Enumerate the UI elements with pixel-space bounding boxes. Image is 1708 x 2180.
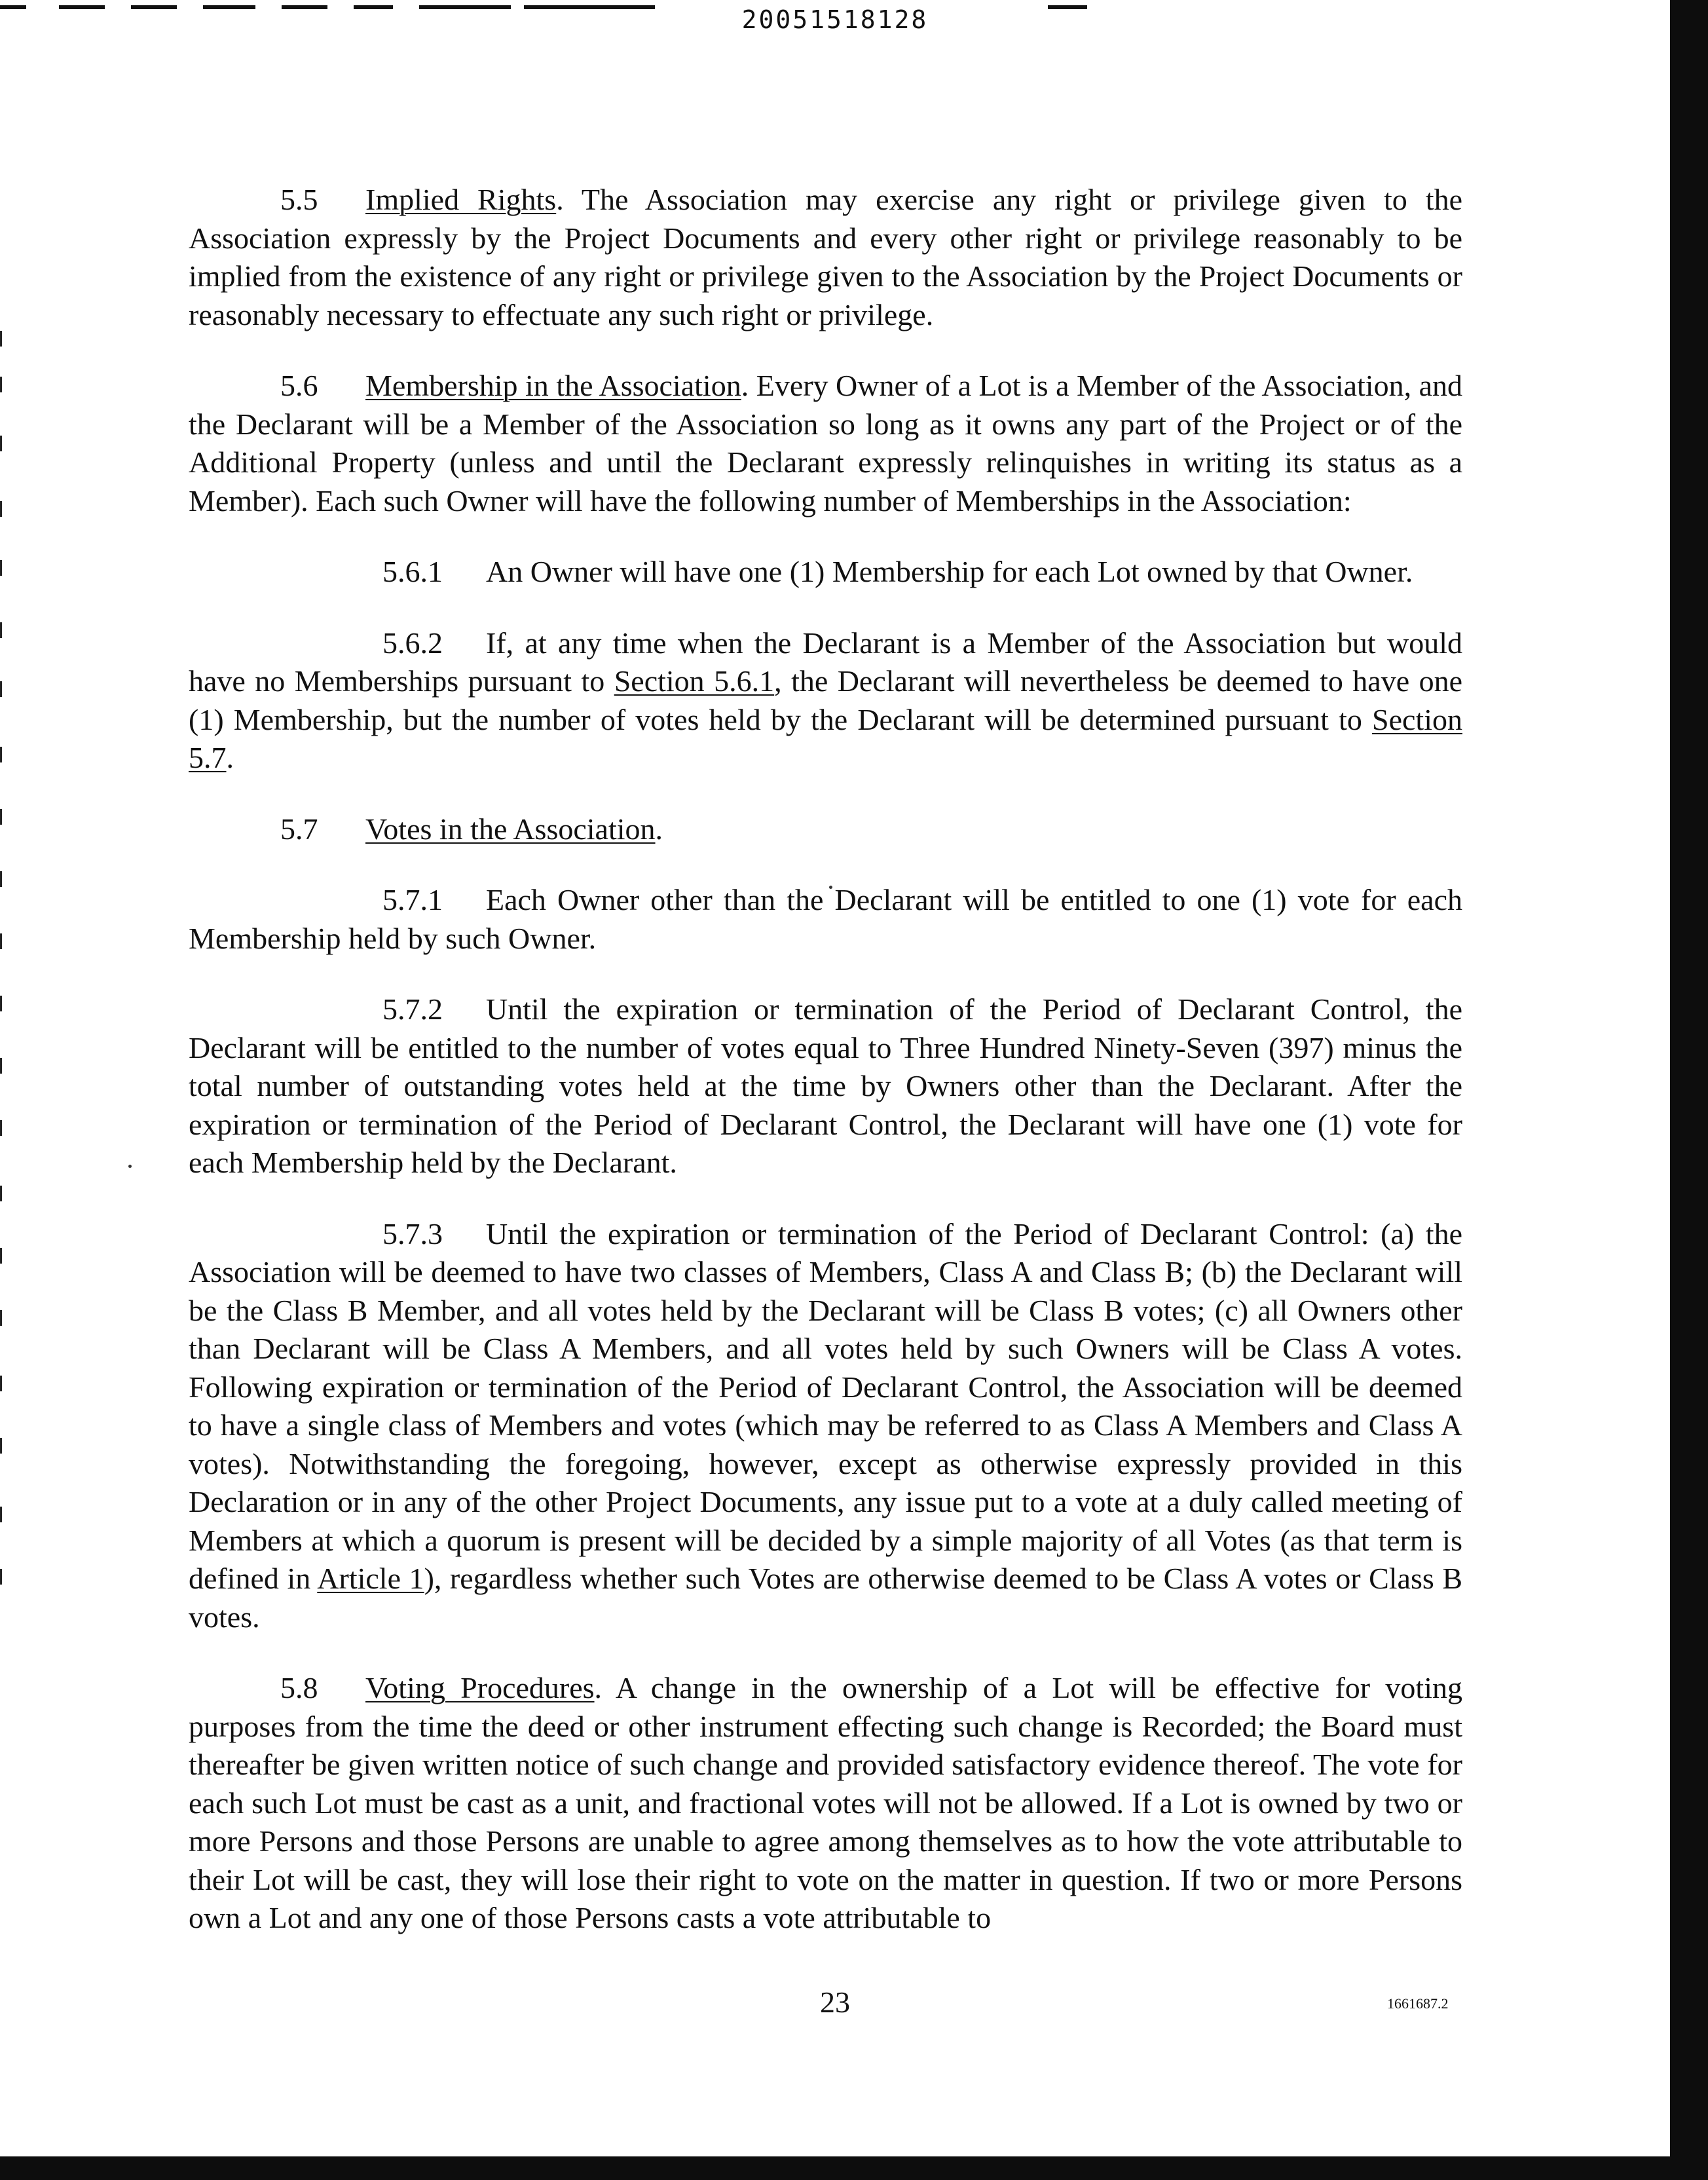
section-text: . Every Owner of a Lot is a Member of the Association, and the Declarant will be a Member of the Association so long as it owns any part of the Project or of the Additional Property (unless and until the Declarant expressly relinquishes in writing its status as a Member). Each such Owner will have the following number of Memberships in the Association: [189, 369, 1463, 517]
scan-speck [128, 1165, 132, 1168]
section-text: , the Declarant will nevertheless be deemed to have one (1) Membership, but the number of votes held by the Declarant will be determined pursuant to [189, 664, 1463, 736]
section-number: 5.7.3 [382, 1216, 443, 1250]
scan-artifact-left-tick [0, 871, 2, 887]
section-number: 5.8 [280, 1671, 318, 1704]
scan-artifact-left-tick [0, 747, 2, 762]
section-number: 5.6 [280, 369, 318, 402]
section-number: 5.6.1 [382, 555, 443, 588]
cross-reference: Article 1 [317, 1562, 424, 1595]
section-text: Until the expiration or termination of the Period of Declarant Control: (a) the Association will be deemed to have two classes of Members, Class A and Class B; (b) the Declarant will be the Class B Member, and all votes held by the Declarant will be Class B votes; (c) all Owners other than Declarant will be Class A Members, and all votes held by such Owners will be Class A votes. Following expiration or termination of the Period of Declarant Control, the Association will be deemed to have a single class of Members and votes (which may be referred to as Class A Members and Class A votes). Notwithstanding the foregoing, however, except as otherwise expressly provided in this Declaration or in any of the other Project Documents, any issue put to a vote at a duly called meeting of Members at which a quorum is present will be decided by a simple majority of all Votes (as that term is defined in [189, 1216, 1462, 1595]
scan-artifact-left-tick [0, 622, 2, 638]
scan-artifact-left-tick [0, 377, 2, 392]
section-5-7-2 [189, 990, 1462, 1182]
scan-artifact-left-tick [0, 1120, 2, 1136]
section-number: 5.7.2 [382, 992, 443, 1026]
section-number: 5.7 [280, 812, 318, 846]
scan-artifact-left-tick [0, 436, 2, 451]
scan-artifact-left-tick [0, 1248, 2, 1264]
scan-artifact-bottom-edge [0, 2156, 1708, 2180]
scan-artifact-left-tick [0, 996, 2, 1011]
section-text: If, at any time when the Declarant is a Member of the Association but would have no Memberships pursuant to [189, 626, 1462, 698]
section-5-7 [189, 810, 1462, 849]
scan-artifact-left-tick [0, 501, 2, 517]
scan-artifact-left-tick [0, 1186, 2, 1201]
section-text: ), regardless whether such Votes are otherwise deemed to be Class A votes or Class B votes. [189, 1562, 1462, 1634]
section-text: . A change in the ownership of a Lot will be effective for voting purposes from the time the deed or other instrument effecting such change is Recorded; the Board must thereafter be given written notice of such change and provided satisfactory evidence thereof. The vote for each such Lot must be cast as a unit, and fractional votes will not be allowed. If a Lot is owned by two or more Persons and those Persons are unable to agree among themselves as to how the vote attributable to their Lot will be cast, they will lose their right to vote on the matter in question. If two or more Persons own a Lot and any one of those Persons casts a vote attributable to [189, 1671, 1462, 1934]
section-5-6-2 [189, 624, 1462, 778]
section-5-8 [189, 1669, 1462, 1938]
document-id-stamp: 20051518128 [741, 5, 929, 34]
scan-artifact-left-tick [0, 1569, 2, 1585]
section-5-7-3 [189, 1215, 1462, 1637]
cross-reference: Section 5.7 [189, 702, 1462, 774]
document-body [189, 181, 1462, 1970]
scan-artifact-left-tick [0, 1310, 2, 1326]
cross-reference: Section 5.6.1 [614, 664, 775, 698]
section-title: Votes in the Association [365, 812, 656, 846]
section-5-6-1 [189, 553, 1462, 592]
scan-artifact-left-tick [0, 331, 2, 347]
scan-artifact-left-tick [0, 681, 2, 697]
scan-artifact-left-tick [0, 1507, 2, 1522]
section-number: 5.7.1 [382, 883, 443, 916]
section-number: 5.5 [280, 183, 318, 216]
section-5-7-1 [189, 881, 1462, 958]
scan-artifact-left-tick [0, 1058, 2, 1074]
section-text: . The Association may exercise any right or privilege given to the Association expressly by the Project Documents and every other right or privilege reasonably to be implied from the existence of any right or privilege given to the Association by the Project Documents or reasonably necessary to effectuate any such right or privilege. [189, 183, 1462, 331]
section-text: Until the expiration or termination of the Period of Declarant Control, the Declarant will be entitled to the number of votes equal to Three Hundred Ninety-Seven (397) minus the total number of outstanding votes held at the time by Owners other than the Declarant. After the expiration or termination of the Period of Declarant Control, the Declarant will have one (1) vote for each Membership held by the Declarant. [189, 992, 1462, 1179]
section-5-5 [189, 181, 1462, 334]
section-text: An Owner will have one (1) Membership for each Lot owned by that Owner. [486, 555, 1413, 588]
section-text: . [655, 812, 663, 846]
scan-artifact-left-tick [0, 1376, 2, 1391]
section-title: Membership in the Association [365, 369, 741, 402]
scan-artifact-left-tick [0, 1438, 2, 1454]
section-5-6 [189, 367, 1462, 520]
scan-artifact-left-tick [0, 933, 2, 949]
section-text: Each Owner other than the Declarant will be entitled to one (1) vote for each Membership held by such Owner. [189, 883, 1462, 955]
scan-artifact-right-edge [1670, 0, 1708, 2180]
page-number: 23 [820, 1985, 850, 2019]
section-title: Voting Procedures [365, 1671, 595, 1704]
section-number: 5.6.2 [382, 626, 443, 660]
section-title: Implied Rights [365, 183, 557, 216]
scan-artifact-left-tick [0, 560, 2, 576]
document-reference-number: 1661687.2 [1387, 1995, 1449, 2012]
section-text: . [226, 741, 234, 774]
scan-artifact-left-tick [0, 809, 2, 825]
